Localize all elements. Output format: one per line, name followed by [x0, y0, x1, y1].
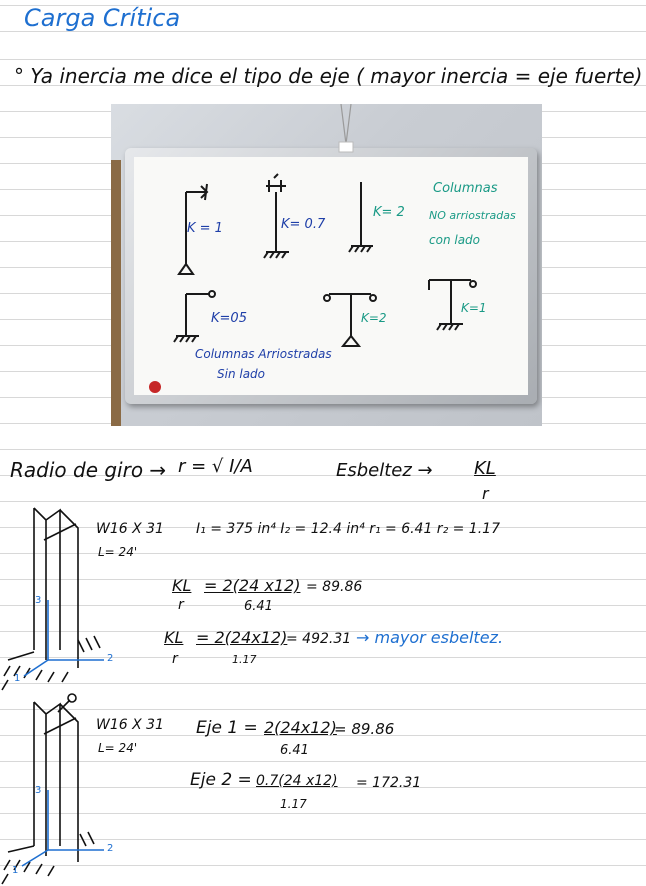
block1-eq2-lhs-num: KL — [164, 628, 184, 647]
block1-eq1-lhs-num: KL — [172, 576, 192, 595]
block1-eq1-result: = 89.86 — [306, 579, 363, 595]
block2-eje1-den: 6.41 — [280, 743, 309, 758]
block2-eje2-label: Eje 2 = — [190, 770, 252, 790]
radio-giro-formula: r = √ I/A — [178, 456, 253, 477]
page-title: Carga Crítica — [24, 4, 181, 32]
wb-sin-lado: Sin lado — [217, 367, 266, 381]
block2-eje1-label: Eje 1 = — [196, 718, 258, 738]
axis-3-block1: 3 — [35, 595, 42, 606]
wb-columnas-no-arriostradas-2: NO arriostradas — [429, 209, 516, 222]
wb-k2-bottom: K=2 — [361, 311, 387, 325]
axis-1-block2: 1 — [12, 865, 19, 876]
axis-1-block1: 1 — [14, 673, 21, 684]
axis-2-block2: 2 — [107, 843, 114, 854]
axis-2-block1: 2 — [107, 653, 114, 664]
block1-eq1-num: = 2(24 x12) — [204, 576, 301, 595]
wb-k2-top: K= 2 — [373, 205, 405, 220]
wb-columnas-arriostradas: Columnas Arriostradas — [195, 347, 332, 361]
note-inercia: ° Ya inercia me dice el tipo de eje ( mayor inercia = eje fuerte) — [14, 64, 643, 88]
wb-columnas-no-arriostradas-1: Columnas — [433, 181, 498, 196]
wb-k07: K= 0.7 — [281, 217, 326, 232]
wb-columnas-no-arriostradas-3: con lado — [429, 233, 481, 247]
block1-eq2-num: = 2(24x12) — [196, 628, 288, 647]
block2-eje1-result: = 89.86 — [334, 720, 395, 738]
block1-eq2-result: = 492.31 — [286, 631, 352, 647]
block1-eq2-note: → mayor esbeltez. — [356, 628, 504, 647]
axis-3-block2: 3 — [35, 785, 42, 796]
block1-eq2-lhs-den: r — [172, 651, 178, 667]
esbeltez-den: r — [482, 484, 489, 503]
block1-section: W16 X 31 — [96, 521, 164, 537]
block1-eq2-den: 1.17 — [232, 653, 257, 666]
block2-eje2-den: 1.17 — [280, 797, 307, 811]
block2-section: W16 X 31 — [96, 717, 164, 733]
block2-length: L= 24' — [98, 741, 138, 755]
block1-eq1-lhs-den: r — [178, 597, 184, 613]
radio-giro-label: Radio de giro → — [10, 458, 167, 482]
block2-eje1-num: 2(24x12) — [264, 718, 337, 737]
block1-eq1-den: 6.41 — [244, 599, 273, 614]
wb-k1-right: K=1 — [461, 301, 487, 315]
block2-eje2-num: 0.7(24 x12) — [256, 773, 338, 789]
esbeltez-num: KL — [474, 458, 496, 479]
block1-length: L= 24' — [98, 545, 138, 559]
wb-k05: K=05 — [211, 311, 247, 326]
block1-props: I₁ = 375 in⁴ I₂ = 12.4 in⁴ r₁ = 6.41 r₂ = 1.17 — [196, 521, 500, 537]
wb-k1: K = 1 — [187, 221, 223, 236]
esbeltez-label: Esbeltez → — [336, 460, 433, 481]
block2-eje2-result: = 172.31 — [356, 775, 422, 791]
